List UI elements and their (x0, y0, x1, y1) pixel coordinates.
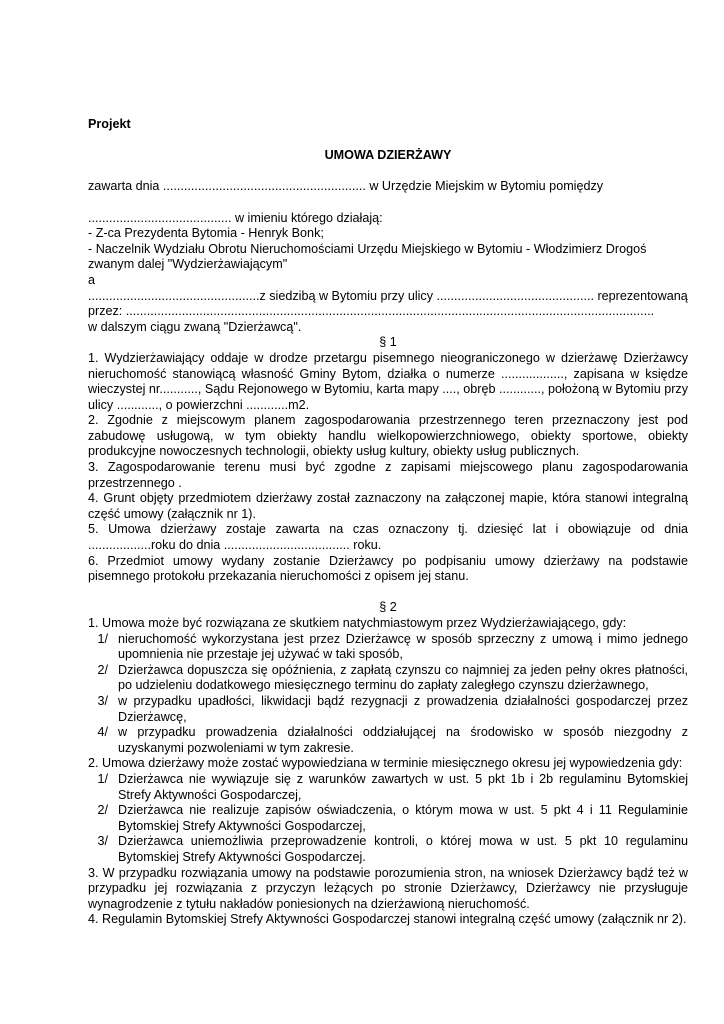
section-2-paragraph: 1. Umowa może być rozwiązana ze skutkiem natychmiastowym przez Wydzierżawiającego, gdy: (88, 616, 627, 630)
list-item (88, 803, 688, 834)
project-label: Projekt (88, 117, 131, 131)
document-title: UMOWA DZIERŻAWY (324, 148, 452, 163)
intro-line-lessor-alias: zwanym dalej "Wydzierżawiającym" (88, 257, 288, 272)
intro-line-seat: .................................................z siedzibą w Bytomiu przy ulicy ............................................. reprezentowaną (88, 288, 688, 303)
section-2-paragraph: 4. Regulamin Bytomskiej Strefy Aktywności Gospodarczej stanowi integralną część umowy (załącznik nr 2). (88, 912, 687, 927)
intro-line-and: a (88, 272, 96, 287)
list-item-number: 3/ (97, 693, 108, 708)
intro-line-lessee-alias: w dalszym ciągu zwaną "Dzierżawcą". (88, 319, 302, 334)
section-1-paragraph: 4. Grunt objęty przedmiotem dzierżawy został zaznaczony na załączonej mapie, która stanowi integralną część umowy (załącznik nr 1). (88, 491, 688, 521)
list-item-number: 1/ (97, 771, 108, 786)
list-item (88, 772, 688, 803)
document-body (88, 117, 688, 928)
list-item (88, 834, 688, 865)
list-item (88, 632, 688, 663)
section-2-heading: § 2 (379, 600, 397, 615)
list-item (88, 694, 688, 725)
list-item-number: 2/ (97, 662, 108, 677)
list-item-text: Dzierżawca uniemożliwia przeprowadzenie kontroli, o której mowa w ust. 5 pkt 10 regulaminu Bytomskiej Strefy Aktywności Gospodarczej. (118, 834, 688, 864)
intro-line-representative: ......................................... w imieniu którego działają: (88, 210, 383, 225)
list-item-text: nieruchomość wykorzystana jest przez Dzierżawcę w sposób sprzeczny z umową i mimo jednego upomnienia nie przestaje jej używać w taki sposób, (118, 631, 688, 662)
intro-line-deputy-mayor: - Z-ca Prezydenta Bytomia - Henryk Bonk; (88, 226, 324, 241)
section-2-paragraph: 2. Umowa dzierżawy może zostać wypowiedziana w terminie miesięcznego okresu jej wypowiedzenia gdy: (88, 756, 683, 771)
list-item-number: 3/ (97, 834, 108, 849)
list-item-number: 4/ (97, 725, 108, 740)
section-1-heading: § 1 (379, 335, 397, 350)
section-1-paragraph: 5. Umowa dzierżawy zostaje zawarta na czas oznaczony tj. dziesięć lat i obowiązuje od dnia ..................roku do dnia .................................... roku. (88, 522, 688, 553)
intro-line-department-head: - Naczelnik Wydziału Obrotu Nieruchomościami Urzędu Miejskiego w Bytomiu - Włodzimierz Drogoś (88, 241, 647, 256)
section-1-paragraph: 2. Zgodnie z miejscowym planem zagospodarowania przestrzennego teren przeznaczony jest pod zabudowę usługową, w tym obiekty handlu wielkopowierzchniowego, obiekty sportowe, obiekty produkcyjne nowoczesnych technologii, obiekty usług kultury, obiekty usług publicznych. (88, 413, 688, 459)
list-item-text: Dzierżawca nie wywiązuje się z warunków zawartych w ust. 5 pkt 1b i 2b regulaminu Bytomskiej Strefy Aktywności Gospodarczej, (118, 771, 688, 802)
intro-line-represented-by: przez: ....................................................................................................................................................... (88, 304, 655, 319)
section-1-paragraph: 1. Wydzierżawiający oddaje w drodze przetargu pisemnego nieograniczonego w dzierżawę Dzierżawcy nieruchomość stanowiącą własność Gminy Bytom, działka o numerze .................., zapisana w księdze wieczystej nr..........., Sądu Rejonowego w Bytomiu, karta mapy ...., obręb ............, położoną w Bytomiu przy ulicy ............, o powierzchni ............m2. (88, 350, 688, 412)
list-item-text: w przypadku prowadzenia działalności oddziałującej na środowisko w sposób niezgodny z uzyskanymi pozwoleniami w tym zakresie. (118, 725, 688, 755)
list-item-number: 2/ (97, 803, 108, 818)
section-2-paragraph: 3. W przypadku rozwiązania umowy na podstawie porozumienia stron, na wniosek Dzierżawcy bądź też w przypadku jej rozwiązania z przyczyn leżących po stronie Dzierżawcy, Dzierżawcy nie przysługuje wynagrodzenie z tytułu nakładów poniesionych na dzierżawioną nieruchomość. (88, 865, 688, 911)
intro-line-date: zawarta dnia .......................................................... w Urzędzie Miejskim w Bytomiu pomiędzy (88, 179, 604, 194)
list-item-number: 1/ (97, 631, 108, 646)
list-item-text: Dzierżawca nie realizuje zapisów oświadczenia, o którym mowa w ust. 5 pkt 4 i 11 Regulaminie Bytomskiej Strefy Aktywności Gospodarczej, (118, 803, 688, 833)
list-item-text: w przypadku upadłości, likwidacji bądź rezygnacji z prowadzenia działalności gospodarczej przez Dzierżawcę, (118, 693, 688, 724)
section-1-paragraph: 3. Zagospodarowanie terenu musi być zgodne z zapisami miejscowego planu zagospodarowania przestrzennego . (88, 460, 688, 490)
list-item (88, 725, 688, 756)
list-item-text: Dzierżawca dopuszcza się opóźnienia, z zapłatą czynszu co najmniej za jeden pełny okres płatności, po udzieleniu dodatkowego miesięcznego terminu do zapłaty zaległego czynszu dzierżawnego, (118, 662, 688, 693)
section-1-paragraph: 6. Przedmiot umowy wydany zostanie Dzierżawcy po podpisaniu umowy dzierżawy na podstawie pisemnego protokołu przekazania nieruchomości z opisem jej stanu. (88, 553, 688, 584)
list-item (88, 663, 688, 694)
